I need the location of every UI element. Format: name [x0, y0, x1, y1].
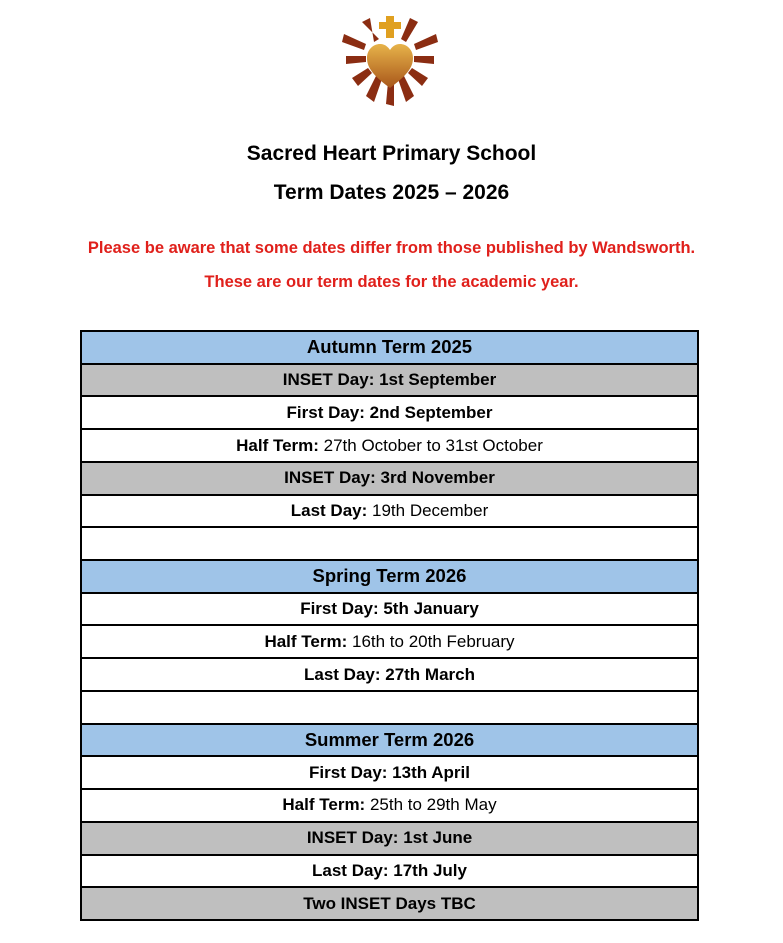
row-value: 3rd November — [375, 468, 495, 488]
date-row — [82, 854, 697, 887]
sacred-heart-logo — [334, 14, 446, 110]
row-label: First Day: — [286, 402, 365, 422]
row-label: Two INSET Days TBC — [303, 893, 476, 913]
row-label: Last Day: — [290, 500, 368, 520]
row-label: INSET Day: — [284, 468, 376, 488]
row-label: Last Day: — [312, 860, 389, 880]
notice-line-1: Please be aware that some dates differ from those published by Wandsworth. — [87, 239, 696, 257]
date-row — [82, 428, 697, 461]
date-row — [82, 657, 697, 690]
row-value: 2nd September — [364, 402, 493, 422]
row-label: Last Day: — [303, 664, 381, 684]
date-row — [82, 624, 697, 657]
row-label: First Day: — [300, 599, 379, 619]
term-dates-title: Term Dates 2025 – 2026 — [273, 181, 510, 204]
cross-icon — [379, 16, 401, 38]
spacer-row — [82, 690, 697, 723]
date-row — [82, 886, 697, 919]
row-value: 1st September — [374, 370, 497, 390]
row-value: 27th March — [380, 664, 475, 684]
term-header-row: Autumn Term 2025 — [82, 332, 697, 363]
school-name: Sacred Heart Primary School — [246, 142, 537, 165]
date-row — [82, 363, 697, 396]
row-label: INSET Day: — [282, 370, 375, 390]
row-label: First Day: — [309, 762, 388, 782]
date-row — [82, 788, 697, 821]
row-label: Half Term: — [264, 631, 348, 651]
date-row — [82, 821, 697, 854]
notice-line-2: These are our term dates for the academic year. — [204, 273, 579, 291]
date-row — [82, 755, 697, 788]
term-header-row: Spring Term 2026 — [82, 559, 697, 592]
row-value: 5th January — [378, 599, 479, 619]
row-label: INSET Day: — [306, 828, 399, 848]
spacer-row — [82, 526, 697, 559]
date-row — [82, 494, 697, 527]
term-dates-table — [80, 330, 699, 921]
date-row — [82, 461, 697, 494]
row-value: 19th December — [367, 500, 489, 520]
date-row — [82, 592, 697, 625]
date-row — [82, 395, 697, 428]
row-value: 27th October to 31st October — [318, 435, 543, 455]
row-value: 1st June — [398, 828, 473, 848]
row-value: 16th to 20th February — [347, 631, 515, 651]
row-label: Half Term: — [236, 435, 319, 455]
row-label: Half Term: — [282, 795, 366, 815]
row-value: 17th July — [388, 860, 467, 880]
row-value: 25th to 29th May — [365, 795, 497, 815]
term-header-row: Summer Term 2026 — [82, 723, 697, 756]
row-value: 13th April — [387, 762, 470, 782]
